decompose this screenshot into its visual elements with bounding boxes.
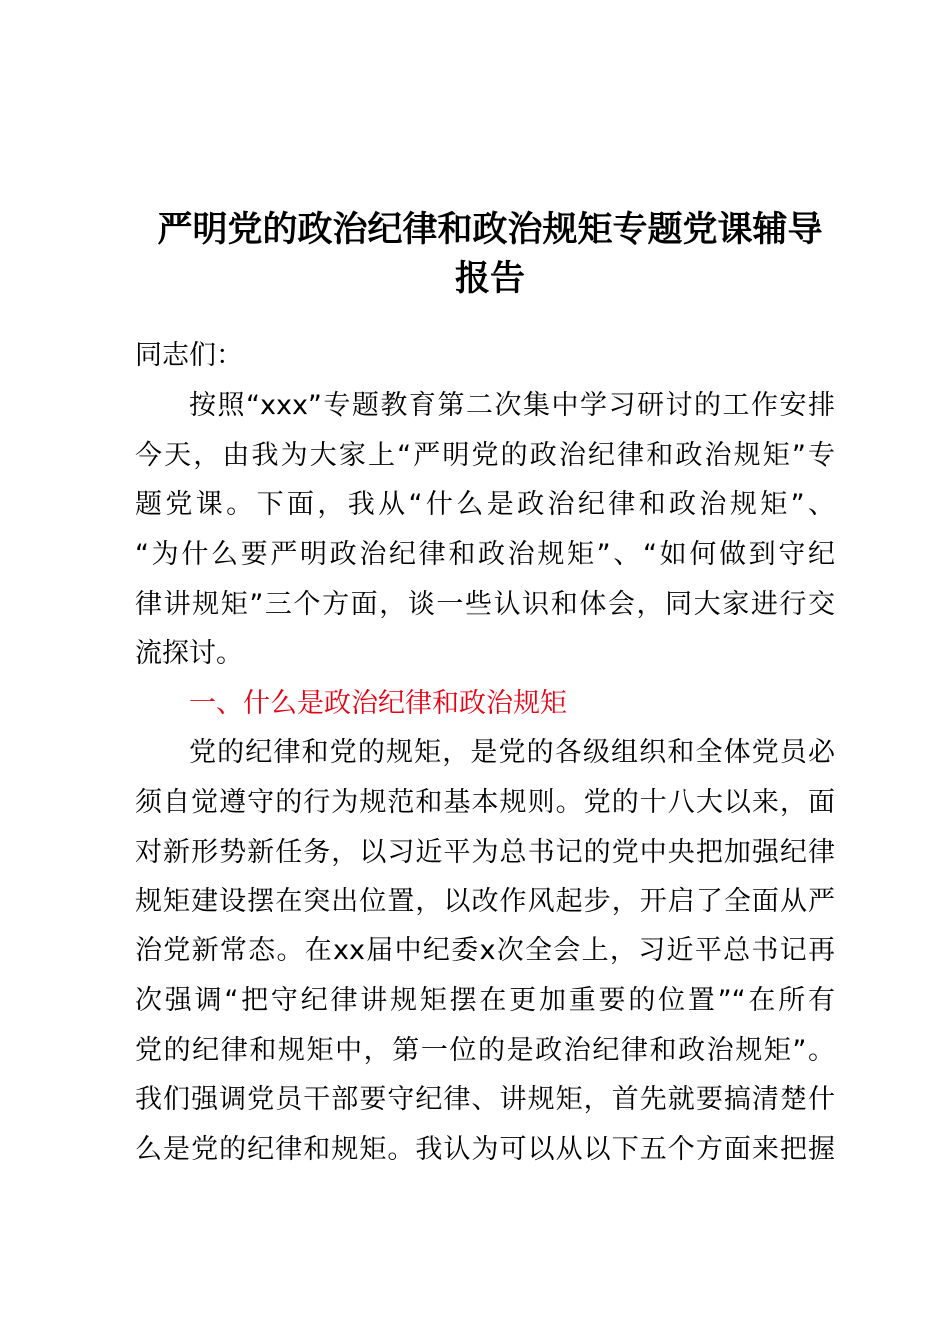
- paragraph-2-line-2: 须自觉遵守的行为规范和基本规则。党的十八大以来，面: [135, 787, 835, 818]
- paragraph-1-line-1: 按照“xxx”专题教育第二次集中学习研讨的工作安排: [189, 390, 835, 421]
- document-title-line-2: 报告: [454, 259, 525, 299]
- paragraph-1-line-6: 流探讨。: [135, 638, 243, 669]
- paragraph-2-line-7: 党的纪律和规矩中，第一位的是政治纪律和政治规矩”。: [135, 1035, 835, 1066]
- paragraph-2-line-3: 对新形势新任务，以习近平为总书记的党中央把加强纪律: [135, 837, 835, 868]
- paragraph-1-line-5: 律讲规矩”三个方面，谈一些认识和体会，同大家进行交: [135, 589, 835, 620]
- paragraph-2-line-1: 党的纪律和党的规矩，是党的各级组织和全体党员必: [189, 737, 835, 768]
- salutation: 同志们：: [135, 340, 243, 371]
- paragraph-2-line-6: 次强调“把守纪律讲规矩摆在更加重要的位置”“在所有: [135, 985, 835, 1016]
- paragraph-2-line-4: 规矩建设摆在突出位置，以改作风起步，开启了全面从严: [135, 886, 835, 917]
- paragraph-2-line-5: 治党新常态。在xx届中纪委x次全会上，习近平总书记再: [135, 935, 835, 966]
- paragraph-2-line-9: 么是党的纪律和规矩。我认为可以从以下五个方面来把握: [135, 1134, 835, 1165]
- paragraph-2-line-8: 我们强调党员干部要守纪律、讲规矩，首先就要搞清楚什: [135, 1084, 835, 1115]
- section-1-heading: 一、什么是政治纪律和政治规矩: [189, 688, 567, 719]
- paragraph-1-line-3: 题党课。下面，我从“什么是政治纪律和政治规矩”、: [135, 489, 835, 520]
- paragraph-1-line-4: “为什么要严明政治纪律和政治规矩”、“如何做到守纪: [135, 539, 835, 570]
- document-title-line-1: 严明党的政治纪律和政治规矩专题党课辅导: [157, 210, 823, 250]
- paragraph-1-line-2: 今天，由我为大家上“严明党的政治纪律和政治规矩”专: [135, 440, 835, 471]
